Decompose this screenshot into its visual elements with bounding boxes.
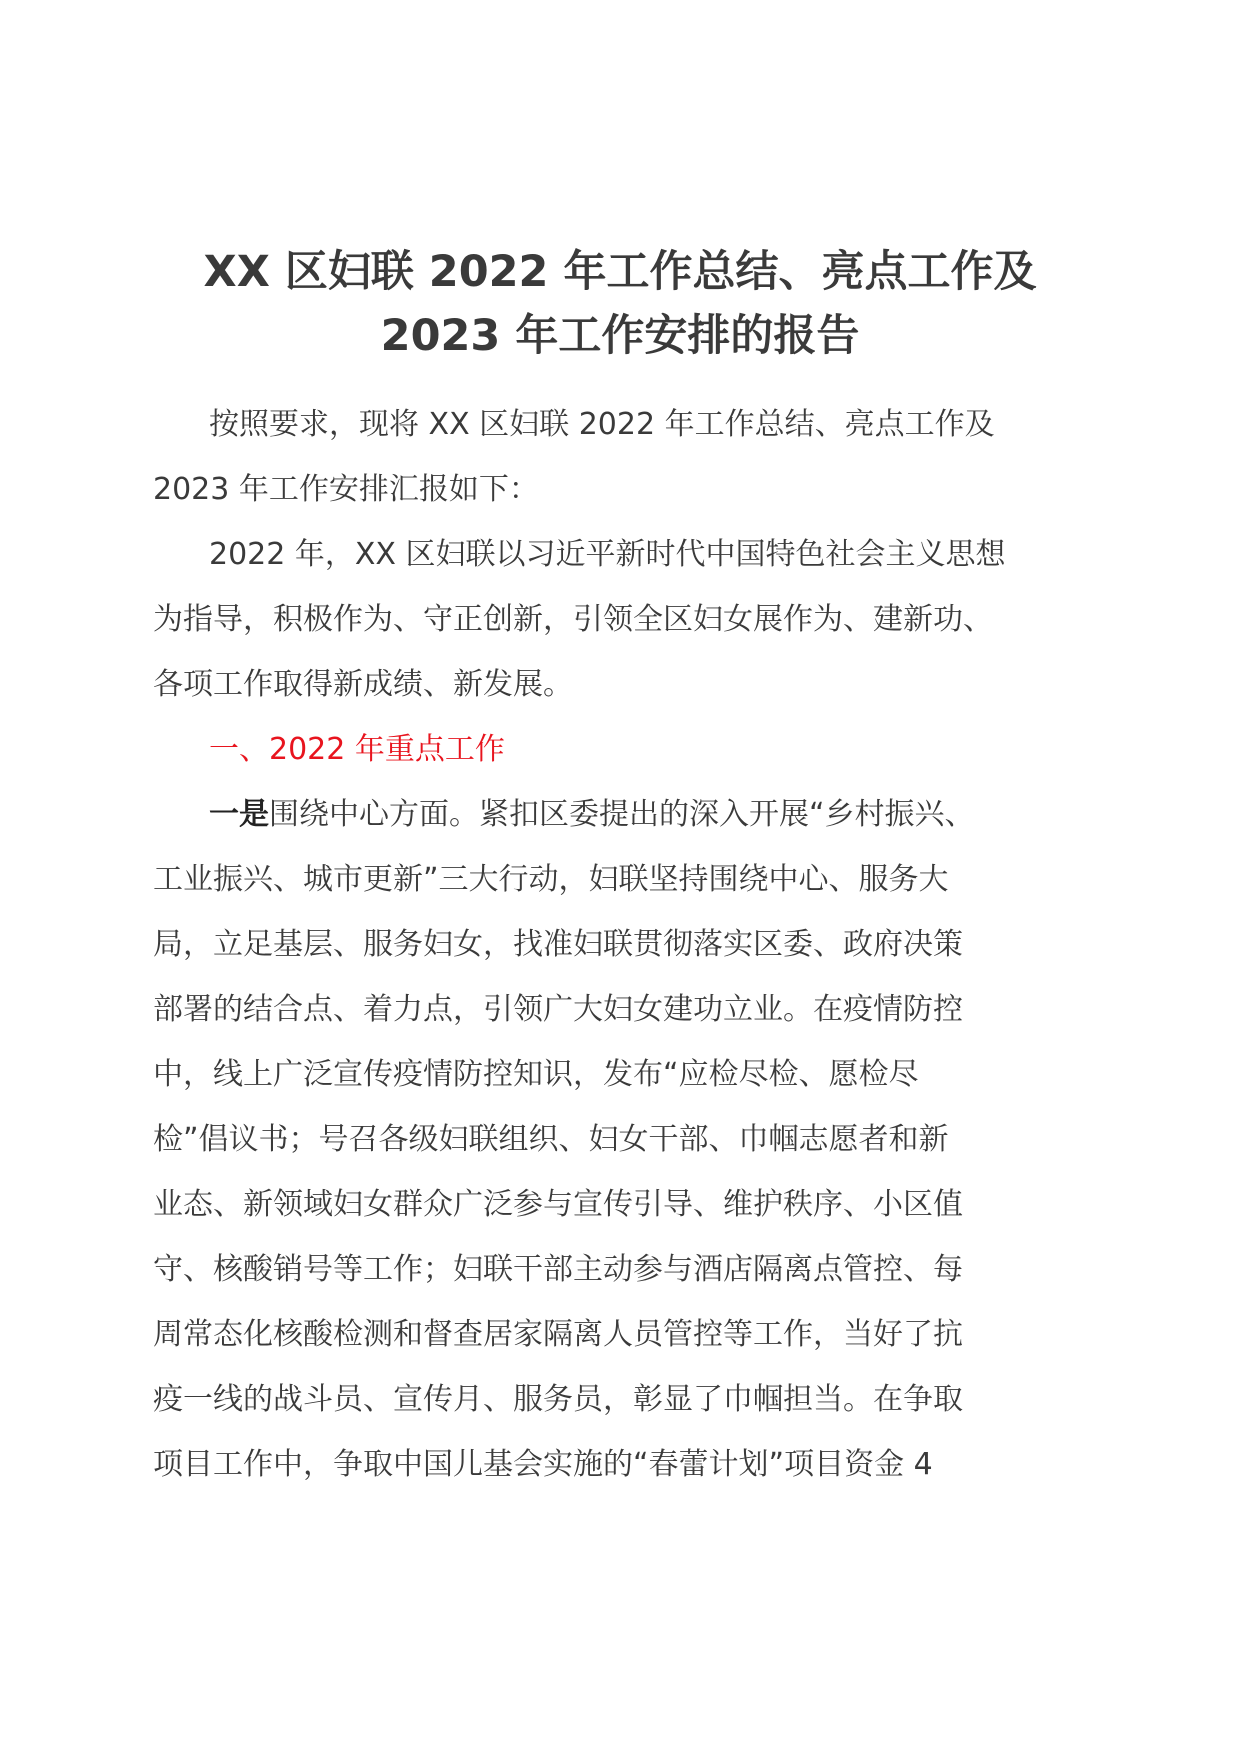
point-one-line: 检”倡议书；号召各级妇联组织、妇女干部、巾帼志愿者和新 (153, 1122, 949, 1157)
summary-line-2: 为指导，积极作为、守正创新，引领全区妇女展作为、建新功、 (153, 602, 993, 637)
document-title (150, 240, 1090, 368)
point-one-line: 局，立足基层、服务妇女，找准妇联贯彻落实区委、政府决策 (153, 927, 963, 962)
point-one-line: 部署的结合点、着力点，引领广大妇女建功立业。在疫情防控 (153, 992, 963, 1027)
point-one-line: 中，线上广泛宣传疫情防控知识，发布“应检尽检、愿检尽 (153, 1057, 919, 1092)
intro-line-1: 按照要求，现将 XX 区妇联 2022 年工作总结、亮点工作及 (209, 407, 995, 442)
point-one-line: 疫一线的战斗员、宣传月、服务员，彰显了巾帼担当。在争取 (153, 1382, 963, 1417)
document-body (153, 392, 1103, 1497)
section-heading: 一、2022 年重点工作 (209, 732, 505, 767)
point-one-line: 业态、新领域妇女群众广泛参与宣传引导、维护秩序、小区值 (153, 1187, 963, 1222)
summary-line-3: 各项工作取得新成绩、新发展。 (153, 667, 573, 702)
title-line-1: XX 区妇联 2022 年工作总结、亮点工作及 (203, 247, 1037, 297)
point-one-line: 工业振兴、城市更新”三大行动，妇联坚持围绕中心、服务大 (153, 862, 949, 897)
point-one-lead: 一是 (209, 797, 269, 832)
summary-line-1: 2022 年，XX 区妇联以习近平新时代中国特色社会主义思想 (209, 537, 1006, 572)
point-one-first-rest: 围绕中心方面。紧扣区委提出的深入开展“乡村振兴、 (269, 797, 975, 832)
point-one-line: 项目工作中，争取中国儿基会实施的“春蕾计划”项目资金 4 (153, 1447, 933, 1482)
intro-line-2: 2023 年工作安排汇报如下： (153, 472, 539, 507)
point-one-first-line (153, 782, 1103, 847)
point-one-line: 周常态化核酸检测和督查居家隔离人员管控等工作，当好了抗 (153, 1317, 963, 1352)
point-one-line: 守、核酸销号等工作；妇联干部主动参与酒店隔离点管控、每 (153, 1252, 963, 1287)
title-line-2: 2023 年工作安排的报告 (380, 311, 860, 361)
